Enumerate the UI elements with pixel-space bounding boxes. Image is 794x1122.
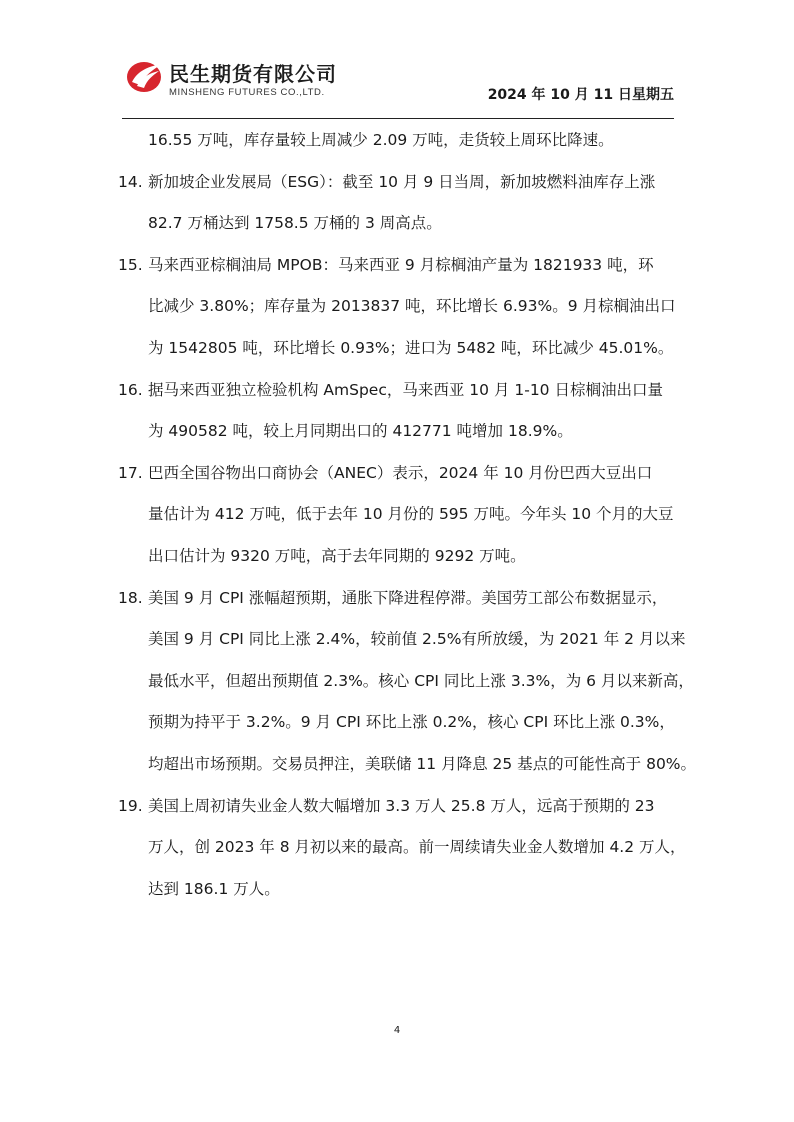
company-name-cn: 民生期货有限公司 bbox=[169, 62, 337, 86]
list-item bbox=[118, 578, 697, 786]
list-item bbox=[118, 370, 678, 453]
item-number: 16. bbox=[118, 380, 143, 399]
item-text-line: 达到 186.1 万人。 bbox=[148, 879, 280, 898]
list-item bbox=[118, 453, 678, 578]
minsheng-logo-icon bbox=[126, 58, 164, 94]
item-number: 18. bbox=[118, 588, 143, 607]
item-text-line: 据马来西亚独立检验机构 AmSpec，马来西亚 10 月 1-10 日棕榈油出口量 bbox=[148, 380, 663, 399]
item-number: 15. bbox=[118, 255, 143, 274]
item-text-line: 美国 9 月 CPI 涨幅超预期，通胀下降进程停滞。美国劳工部公布数据显示， bbox=[148, 588, 668, 607]
report-date: 2024 年 10 月 11 日星期五 bbox=[487, 87, 674, 103]
list-item bbox=[118, 786, 686, 911]
item-text-line: 为 1542805 吨，环比增长 0.93%；进口为 5482 吨，环比减少 45.01%。 bbox=[148, 338, 674, 357]
document-body bbox=[118, 120, 697, 910]
page-number: 4 bbox=[393, 1025, 401, 1036]
company-logo bbox=[126, 56, 366, 106]
item-text-line: 比减少 3.80%；库存量为 2013837 吨，环比增长 6.93%。9 月棕榈油出口 bbox=[148, 297, 676, 316]
item-text-line: 美国 9 月 CPI 同比上涨 2.4%，较前值 2.5%有所放缓，为 2021 年 2 月以来 bbox=[148, 630, 686, 649]
list-item bbox=[118, 245, 678, 370]
item-text-line: 为 490582 吨，较上月同期出口的 412771 吨增加 18.9%。 bbox=[148, 422, 573, 441]
item-text-line: 均超出市场预期。交易员押注，美联储 11 月降息 25 基点的可能性高于 80%。 bbox=[148, 754, 697, 773]
item-number: 14. bbox=[118, 172, 143, 191]
item-text-line: 美国上周初请失业金人数大幅增加 3.3 万人 25.8 万人，远高于预期的 23 bbox=[148, 796, 655, 815]
item-text-line: 预期为持平于 3.2%。9 月 CPI 环比上涨 0.2%，核心 CPI 环比上涨 0.3%， bbox=[148, 713, 675, 732]
item-number: 17. bbox=[118, 463, 143, 482]
item-text-line: 出口估计为 9320 万吨，高于去年同期的 9292 万吨。 bbox=[148, 546, 526, 565]
item-text-line: 万人，创 2023 年 8 月初以来的最高。前一周续请失业金人数增加 4.2 万人， bbox=[148, 838, 686, 857]
continued-text: 16.55 万吨，库存量较上周减少 2.09 万吨，走货较上周环比降速。 bbox=[148, 131, 614, 149]
item-number: 19. bbox=[118, 796, 143, 815]
item-text-line: 新加坡企业发展局（ESG）：截至 10 月 9 日当周，新加坡燃料油库存上涨 bbox=[148, 172, 656, 191]
page-header bbox=[122, 52, 674, 120]
item-text-line: 量估计为 412 万吨，低于去年 10 月份的 595 万吨。今年头 10 个月的大豆 bbox=[148, 505, 674, 524]
list-item bbox=[118, 162, 678, 245]
item-text-line: 巴西全国谷物出口商协会（ANEC）表示，2024 年 10 月份巴西大豆出口 bbox=[148, 463, 653, 482]
item-text-line: 最低水平，但超出预期值 2.3%。核心 CPI 同比上涨 3.3%，为 6 月以来新高， bbox=[148, 671, 694, 690]
item-text-line: 82.7 万桶达到 1758.5 万桶的 3 周高点。 bbox=[148, 214, 442, 233]
company-name-en: MINSHENG FUTURES CO.,LTD. bbox=[169, 87, 325, 98]
header-divider bbox=[122, 118, 674, 119]
item-text-line: 马来西亚棕榈油局 MPOB：马来西亚 9 月棕榈油产量为 1821933 吨，环 bbox=[148, 255, 654, 274]
